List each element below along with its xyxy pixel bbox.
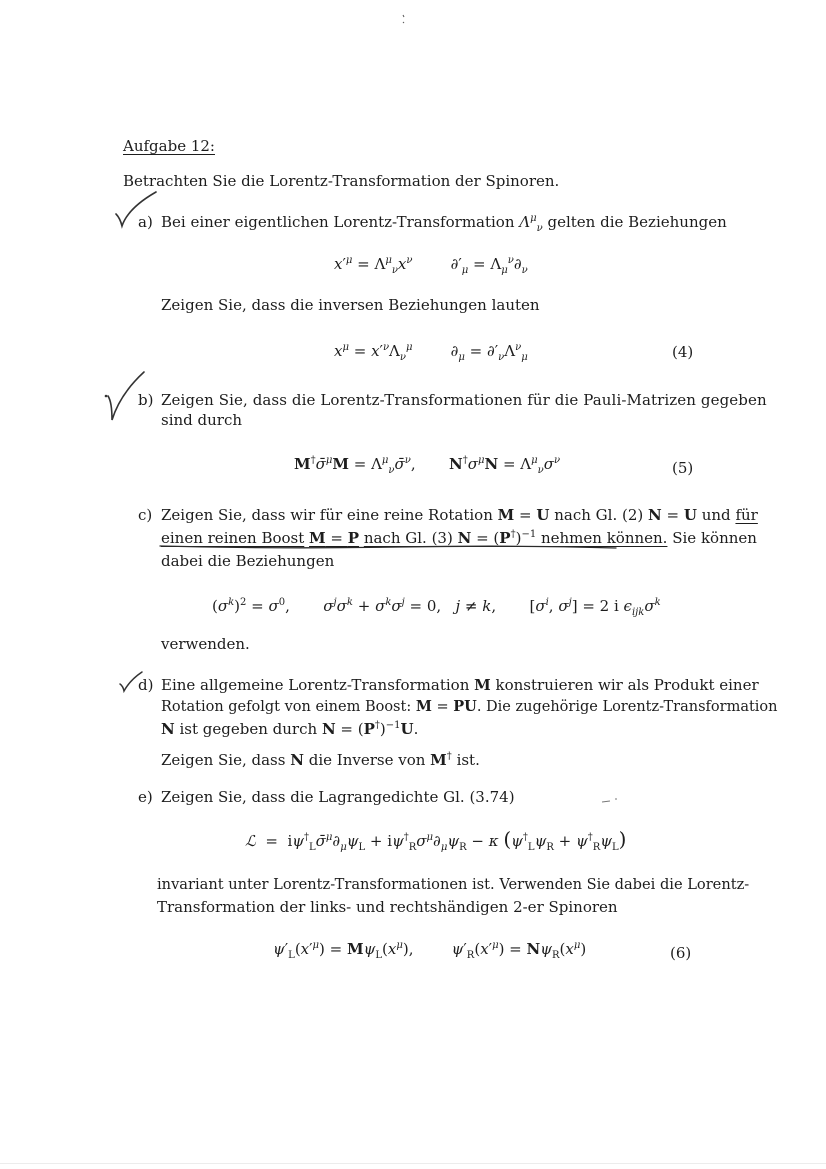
part-a-label: a) [138,213,153,231]
part-c-l1-b: nach Gl. (2) [554,506,644,524]
equation-lagrangian: ℒ = $i\psi^\dagger_L\sigmā^\mu\partial_\mu\psi_L + i\psi^\dagger_R\sigma^\mu\partial_\mu\psi_R - \kappa$ $(\psi^\dagger_L\psi_R + \psi^\dagger_R\psi_L)$ [245,827,627,853]
part-c-line1: Zeigen Sie, dass wir für eine reine Rotation M = U nach Gl. (2) N = U und für [161,506,758,524]
checkmark-a-icon [112,190,162,234]
scan-edge-line [0,1163,826,1164]
part-b-label: b) [138,391,154,409]
ink-dot-icon [400,14,408,24]
part-d-prompt: Zeigen Sie, dass N die Inverse von M† ist. [161,751,480,769]
part-d-line2-end: Die zugehörige Lorentz-Transformation [486,699,778,715]
part-a-prompt: Zeigen Sie, dass die inversen Beziehungen lauten [161,296,540,314]
equation-c: $(\sigma^k)^2 = \sigma^0$, $\sigma^j\sigma^k + \sigma^k\sigma^j = 0$, j ≠ k, [$\sigma^i$, $\sigma^j] = 2$ i $\epsilon_{ijk}\sigma^k$ [212,597,661,618]
part-d-line3: N ist gegeben durch $N = (P^\dagger)^{-1}U$. [161,720,419,738]
equation-number-5: (5) [672,459,694,477]
equation-b: M†σ̄$^\mu$M = $\Lambda^\mu_\nu\sigmā^\nu$, $N^\dagger\sigma^\mu N = \Lambda^\mu_\nu\sigma^\nu$ [294,455,561,476]
handwritten-underline-icon [158,536,618,552]
equation-e: $\psi'_L(x'^\mu) = M\psi_L(x^\mu)$, $\psi'_R(x'^\mu) = N\psi_R(x^\mu)$ [273,940,587,961]
part-c-l2-c: nehmen können. [540,529,668,547]
part-b-line1: Zeigen Sie, dass die Lorentz-Transformationen für die Pauli-Matrizen gegeben [161,391,767,409]
part-c-line3: dabei die Beziehungen [161,552,335,570]
part-c-label: c) [138,506,153,524]
part-c-line2: einen reinen Boost M = P nach Gl. (3) $N = (P^\dagger)^{-1}$ nehmen können. Sie können [161,529,757,547]
part-a-text-start: Bei einer eigentlichen Lorentz-Transformation [161,213,515,231]
equation-a2: $x^\mu = x'^\nu\Lambda_\nu^\mu$ $\partial_\mu = \partial'_\nu\Lambda^\nu_\mu$ [334,342,528,363]
part-c-l2-d: Sie können [672,529,757,547]
exercise-intro: Betrachten Sie die Lorentz-Transformation der Spinoren. [123,172,560,190]
part-e-line3: Transformation der links- und rechtshändigen 2-er Spinoren [157,898,618,916]
part-c-l1-c: und [701,506,731,524]
part-e-line1: Zeigen Sie, dass die Lagrangedichte Gl. (3.74) [161,788,515,806]
part-d-prompt-c: ist. [456,751,480,769]
lambda-symbol: $\Lambda^\mu_\nu$ [519,213,543,234]
part-c-l1-d: für [735,506,758,524]
part-c-l2-b: nach Gl. (3) [363,529,453,547]
equation-number-4: (4) [672,343,694,361]
part-e-label: e) [138,788,153,806]
part-d-line1-end: konstruieren wir als Produkt einer [495,676,759,694]
part-c-l1-a: Zeigen Sie, dass wir für eine reine Rotation [161,506,493,524]
part-a-text-end: gelten die Beziehungen [547,213,727,231]
part-d-line1-start: Eine allgemeine Lorentz-Transformation [161,676,470,694]
part-d-line2: Rotation gefolgt von einem Boost: M = PU. Die zugehörige Lorentz-Transformation [161,698,778,715]
part-b-line2: sind durch [161,411,243,429]
checkmark-d-icon [118,670,144,694]
part-d-line1: Eine allgemeine Lorentz-Transformation M konstruieren wir als Produkt einer [161,676,759,694]
part-e-line2: invariant unter Lorentz-Transformationen ist. Verwenden Sie dabei die Lorentz- [157,876,750,893]
equation-a1: $x'^\mu = \Lambda^\mu_\nu x^\nu$ $\partial'_\mu = \Lambda_\mu^\nu\partial_\nu$ [334,255,528,276]
part-a-text [161,212,727,232]
equation-number-6: (6) [670,944,692,962]
part-d-label: d) [138,676,154,694]
exercise-heading: Aufgabe 12: [123,137,215,155]
checkmark-b-icon [100,368,150,428]
part-c-outro: verwenden. [161,635,250,653]
part-d-prompt-a: Zeigen Sie, dass [161,751,286,769]
stray-mark-icon [600,796,620,806]
part-d-line3-text: ist gegeben durch [179,720,318,738]
part-d-prompt-b: die Inverse von [308,751,426,769]
part-c-l2-a: einen reinen Boost [161,529,305,547]
part-d-line2-start: Rotation gefolgt von einem Boost: [161,699,412,715]
